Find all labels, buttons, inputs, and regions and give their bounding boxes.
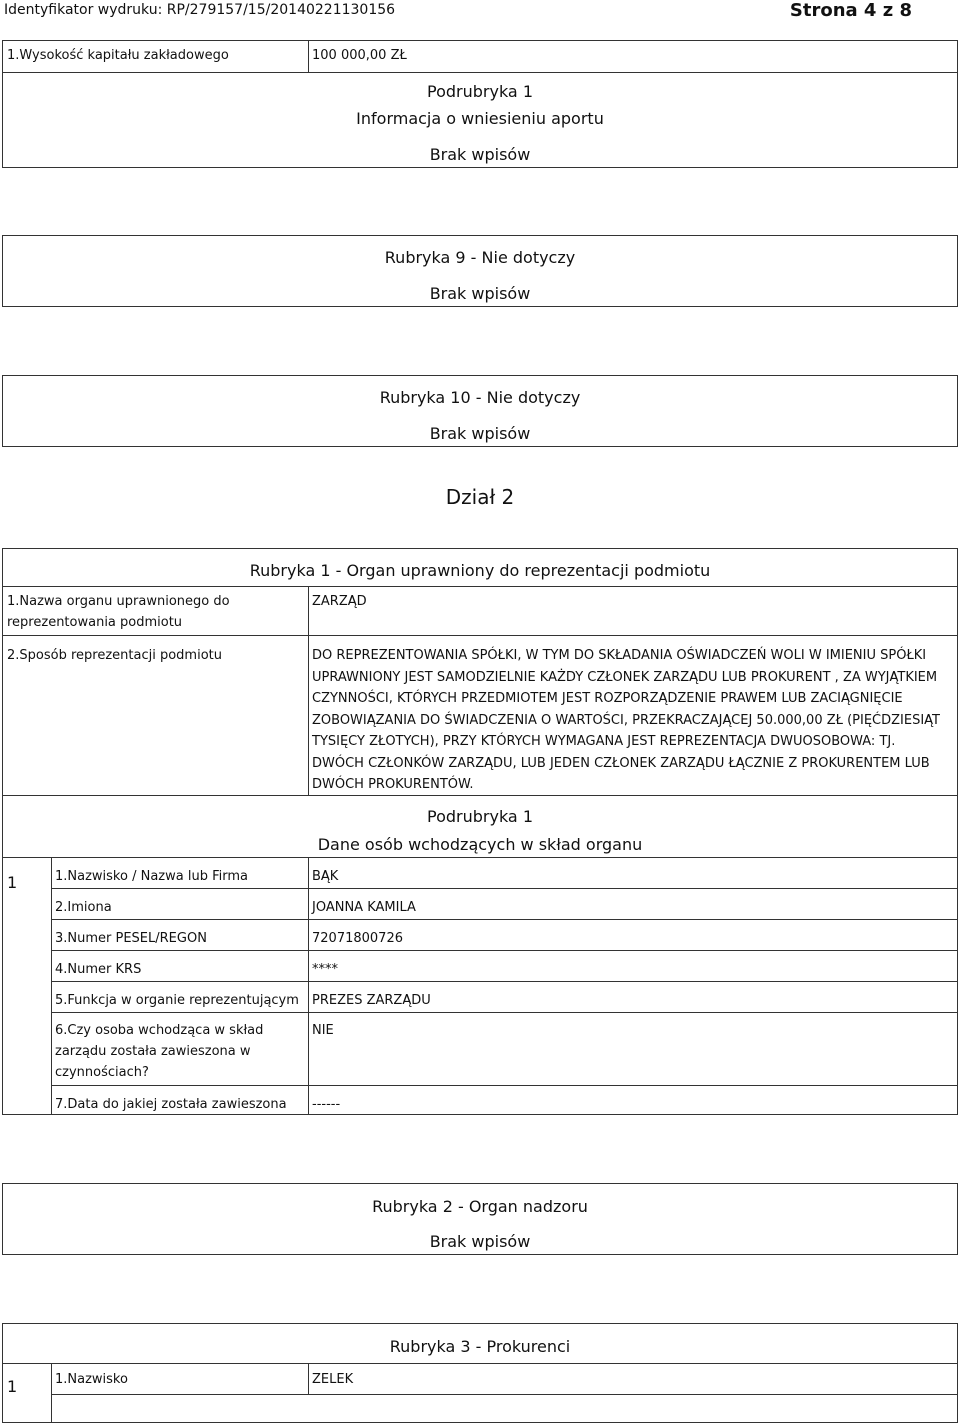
osoby-title: Podrubryka 1 — [427, 807, 533, 826]
person-field-label: 3.Numer PESEL/REGON — [55, 931, 207, 946]
rubryka-9-empty: Brak wpisów — [429, 284, 531, 303]
person-index: 1 — [7, 873, 18, 892]
person-field-value: BĄK — [312, 869, 339, 884]
person-field-value: 72071800726 — [312, 931, 403, 946]
prokurent-index: 1 — [7, 1377, 18, 1396]
rubryka-9 — [2, 235, 958, 307]
person-field-value: PREZES ZARZĄDU — [312, 993, 431, 1008]
person-field-value: NIE — [312, 1023, 334, 1038]
osoby-subtitle: Dane osób wchodzących w skład organu — [317, 835, 643, 854]
rubryka-3-title: Rubryka 3 - Prokurenci — [389, 1337, 571, 1356]
rubryka-2-empty: Brak wpisów — [429, 1232, 531, 1251]
person-field-label: 7.Data do jakiej została zawieszona — [55, 1097, 287, 1112]
podrubryka-aport — [2, 72, 958, 168]
person-field-label: 5.Funkcja w organie reprezentującym — [55, 993, 299, 1008]
prokurent-field-label: 1.Nazwisko — [55, 1372, 128, 1387]
rubryka-1 — [2, 548, 958, 1115]
print-id: Identyfikator wydruku: RP/279157/15/20140221130156 — [4, 2, 396, 18]
page-number: Strona 4 z 8 — [789, 0, 912, 21]
rubryka-3 — [2, 1323, 958, 1423]
podrubryka-aport-empty: Brak wpisów — [429, 145, 531, 164]
person-field-label: 6.Czy osoba wchodząca w skład zarządu została zawieszona w czynnościach? — [55, 1023, 264, 1080]
dzial-title: Dział 2 — [445, 485, 515, 509]
person-field-value: ------ — [312, 1097, 341, 1112]
rubryka-10 — [2, 375, 958, 447]
capital-label: 1.Wysokość kapitału zakładowego — [7, 48, 229, 63]
person-field-value: **** — [312, 962, 338, 977]
sposob-label: 2.Sposób reprezentacji podmiotu — [7, 648, 222, 663]
rubryka-2 — [2, 1183, 958, 1255]
person-field-label: 2.Imiona — [55, 900, 112, 915]
podrubryka-aport-title: Podrubryka 1 — [427, 82, 533, 101]
organ-value: ZARZĄD — [312, 594, 367, 609]
person-field-value: JOANNA KAMILA — [312, 900, 416, 915]
rubryka-10-title: Rubryka 10 - Nie dotyczy — [379, 388, 581, 407]
rubryka-1-title: Rubryka 1 - Organ uprawniony do reprezentacji podmiotu — [249, 561, 711, 580]
organ-label: 1.Nazwa organu uprawnionego do reprezentowania podmiotu — [7, 594, 230, 630]
prokurent-field-value: ZELEK — [312, 1372, 354, 1387]
rubryka-9-title: Rubryka 9 - Nie dotyczy — [384, 248, 576, 267]
capital-row — [2, 40, 958, 73]
sposob-value: DO REPREZENTOWANIA SPÓŁKI, W TYM DO SKŁADANIA OŚWIADCZEŃ WOLI W IMIENIU SPÓŁKI UPRAWNIONY JEST SAMODZIELNIE KAŻDY CZŁONEK ZARZĄDU LUB PROKURENT , ZA WYJĄTKIEM CZYNNOŚCI, KTÓRYCH PRZEDMIOTEM JEST ROZPORZĄDZENIE PRAWEM LUB ZACIĄGNIĘCIE ZOBOWIĄZANIA DO ŚWIADCZENIA O WARTOŚCI, PRZEKRACZAJĄCEJ 50.000,00 ZŁ (PIĘĆDZIESIĄT TYSIĘCY ZŁOTYCH), PRZY KTÓRYCH WYMAGANA JEST REPREZENTACJA DWUOSOBOWA: TJ. DWÓCH CZŁONKÓW ZARZĄDU, LUB JEDEN CZŁONEK ZARZĄDU ŁĄCZNIE Z PROKURENTEM LUB DWÓCH PROKURENTÓW. — [312, 648, 940, 792]
person-field-label: 1.Nazwisko / Nazwa lub Firma — [55, 869, 248, 884]
rubryka-2-title: Rubryka 2 - Organ nadzoru — [372, 1197, 588, 1216]
person-field-label: 4.Numer KRS — [55, 962, 142, 977]
rubryka-10-empty: Brak wpisów — [429, 424, 531, 443]
podrubryka-aport-subtitle: Informacja o wniesieniu aportu — [356, 109, 604, 128]
capital-value: 100 000,00 ZŁ — [312, 48, 407, 63]
